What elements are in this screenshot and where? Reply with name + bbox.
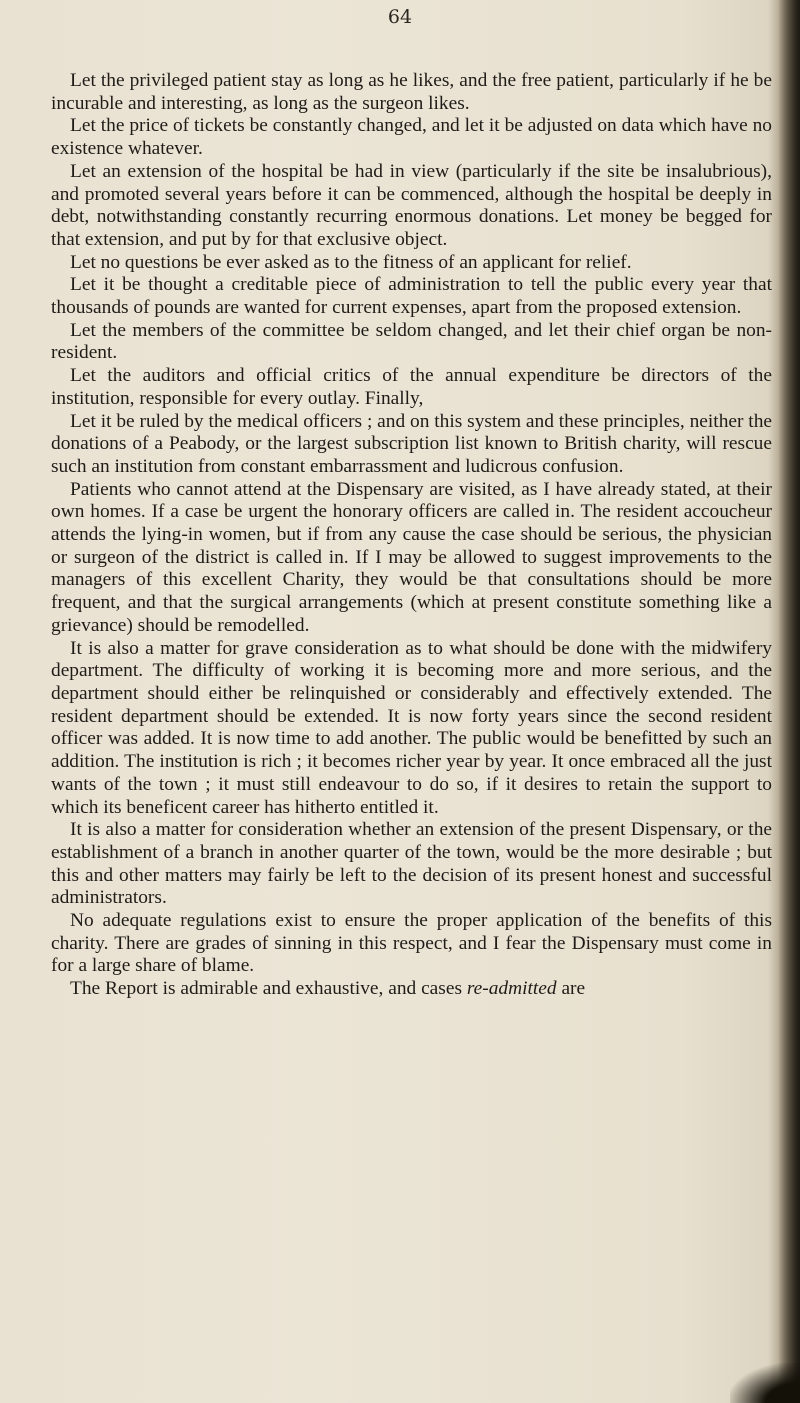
paragraph: Let the members of the committee be seldom changed, and let their chief organ be non-resident.	[51, 319, 772, 364]
last-paragraph-end: are	[556, 978, 586, 1000]
paragraph: Let it be ruled by the medical officers ; and on this system and these principles, neither the donations of a Peabody, or the largest subscription list known to British charity, will rescue such an institution from constant embarrassment and ludicrous confusion.	[51, 410, 772, 477]
paragraph: Let the auditors and official critics of the annual expenditure be directors of the institution, responsible for every outlay. Finally,	[51, 365, 772, 409]
body-text	[51, 70, 772, 1001]
paragraph: Let no questions be ever asked as to the fitness of an applicant for relief.	[70, 251, 632, 273]
paragraph: Let it be thought a creditable piece of administration to tell the public every year that thousands of pounds are wanted for current expenses, apart from the proposed extension.	[51, 274, 772, 319]
last-paragraph-start: The Report is admirable and exhaustive, and cases	[70, 978, 467, 1000]
corner-shadow	[730, 1363, 800, 1403]
paragraph: No adequate regulations exist to ensure the proper application of the benefits of this charity. There are grades of sinning in this respect, and I fear the Dispensary must come in for a large share of blame.	[51, 910, 772, 977]
paragraph: Patients who cannot attend at the Dispensary are visited, as I have already stated, at their own homes. If a case be urgent the honorary officers are called in. The resident accoucheur attends the lying-in women, but if from any cause the case should be serious, the physician or surgeon of the district is called in. If I may be allowed to suggest improvements to the managers of this excellent Charity, they would be that consultations should be more frequent, and that the surgical arrangements (which at present constitute something like a grievance) should be remodelled.	[51, 478, 772, 636]
page-number: 64	[387, 6, 413, 28]
paragraph: Let the privileged patient stay as long as he likes, and the free patient, particularly if he be incurable and interesting, as long as the surgeon likes.	[51, 70, 772, 114]
italic-term: re-admitted	[466, 978, 557, 1000]
paragraph: It is also a matter for grave consideration as to what should be done with the midwifery department. The difficulty of working it is becoming more and more serious, and the department should either be relinquished or considerably and effectively extended. The resident department should be extended. It is now forty years since the second resident officer was added. It is now time to add another. The public would be benefitted by such an addition. The institution is rich ; it becomes richer year by year. It once embraced all the just wants of the town ; it must still endeavour to do so, if it desires to retain the support to which its beneficent career has hitherto entitled it.	[51, 637, 772, 818]
paragraph: It is also a matter for consideration whether an extension of the present Dispensary, or the establishment of a branch in another quarter of the town, would be the more desirable ; but this and other matters may fairly be left to the decision of its present honest and successful administrators.	[51, 819, 772, 909]
binding-shadow	[778, 0, 800, 1403]
last-paragraph	[51, 978, 772, 1001]
paragraph: Let the price of tickets be constantly changed, and let it be adjusted on data which have no existence whatever.	[51, 115, 772, 160]
paragraph: Let an extension of the hospital be had in view (particularly if the site be insalubrious), and promoted several years before it can be commenced, although the hospital be deeply in debt, notwithstanding constantly recurring enormous donations. Let money be begged for that extension, and put by for that exclusive object.	[51, 160, 772, 250]
